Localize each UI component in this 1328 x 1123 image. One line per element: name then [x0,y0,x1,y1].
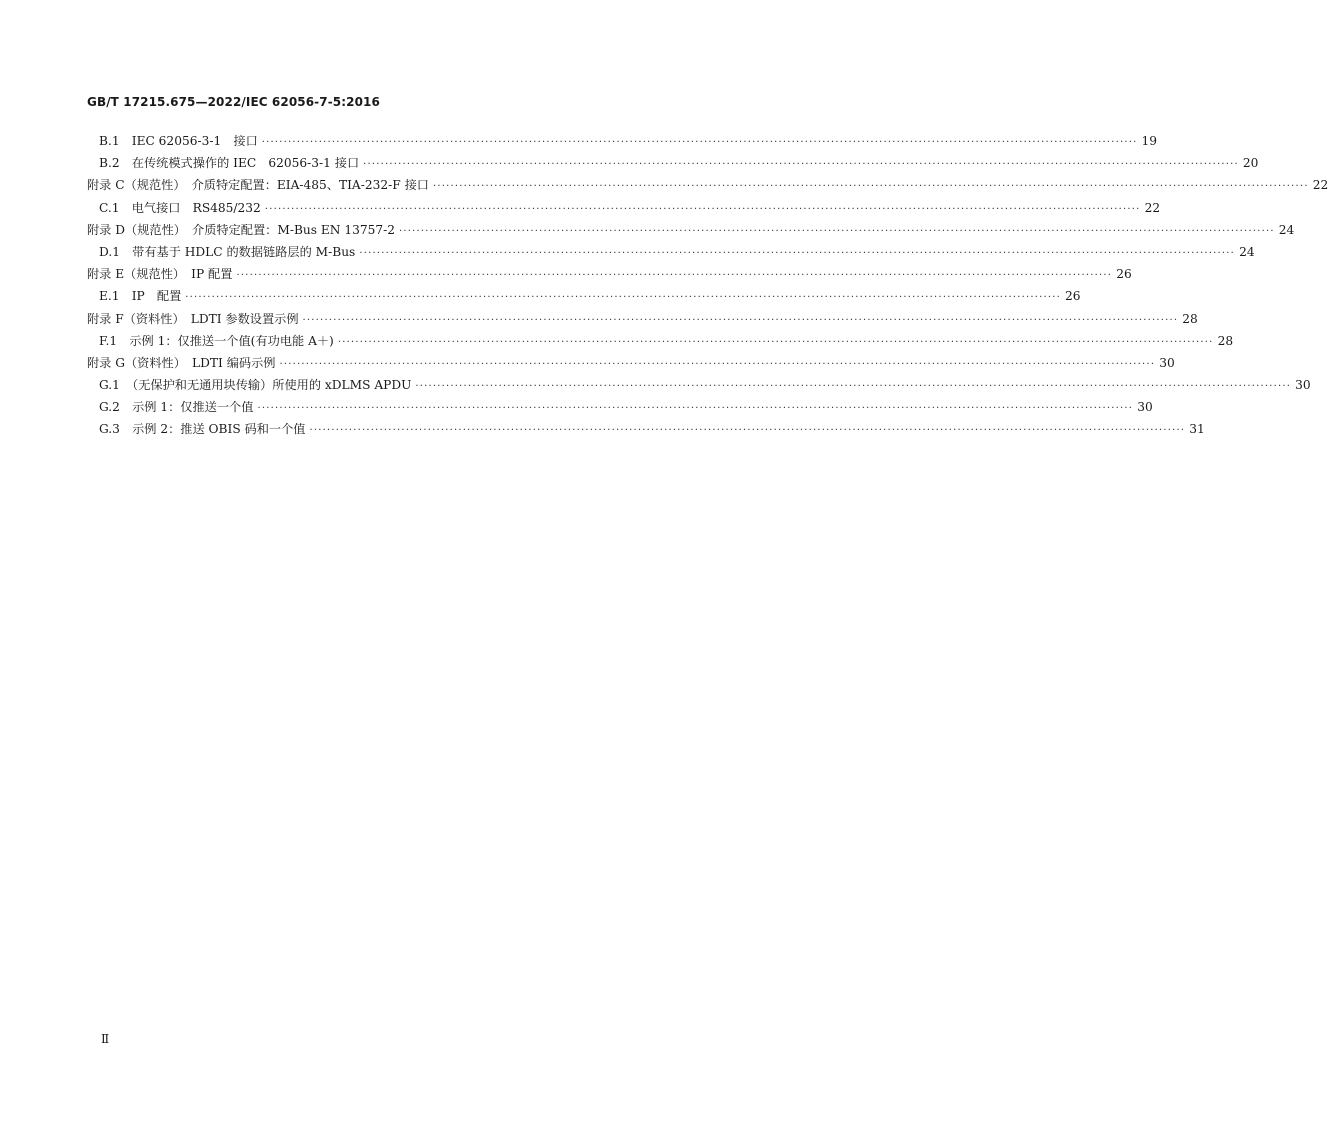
table-of-contents [87,130,1328,441]
toc-dot-leader: ········································································································································································································ [398,225,1275,237]
toc-entry-page: 22 [1144,200,1161,215]
toc-entry[interactable] [87,219,1295,241]
toc-dot-leader: ········································································································································································································ [337,336,1214,348]
toc-entry[interactable] [87,241,1255,263]
toc-dot-leader: ········································································································································································································ [359,247,1236,259]
toc-entry-page: 30 [1137,400,1153,415]
toc-entry-title: F.1 示例 1：仅推送一个值(有功电能 A＋) [99,333,334,348]
toc-entry-page: 26 [1065,289,1081,304]
toc-entry[interactable] [87,285,1081,307]
toc-entry-title: 附录 D（规范性） 介质特定配置：M-Bus EN 13757-2 [87,222,395,237]
toc-entry-page: 28 [1217,333,1234,348]
toc-entry[interactable] [87,130,1158,152]
toc-dot-leader: ········································································································································································································ [279,358,1156,370]
toc-entry-page: 24 [1278,222,1295,237]
page-number: Ⅱ [101,1032,110,1046]
toc-entry[interactable] [87,152,1259,174]
document-header: GB/T 17215.675—2022/IEC 62056-7-5:2016 [87,95,380,109]
toc-entry[interactable] [87,197,1161,219]
toc-entry[interactable] [87,374,1311,396]
toc-dot-leader: ········································································································································································································ [363,159,1239,171]
toc-entry-page: 28 [1182,311,1198,326]
toc-entry[interactable] [87,308,1198,330]
toc-dot-leader: ········································································································································································································ [432,181,1309,193]
toc-entry-page: 26 [1116,267,1132,282]
toc-entry-page: 24 [1239,244,1255,259]
toc-dot-leader: ········································································································································································································ [309,425,1186,437]
toc-entry-page: 20 [1242,156,1259,171]
toc-entry-title: B.1 IEC 62056-3-1 接口 [99,134,258,148]
toc-entry-title: G.2 示例 1：仅推送一个值 [99,400,254,415]
toc-dot-leader: ········································································································································································································ [236,270,1113,282]
toc-entry-page: 30 [1159,355,1175,370]
toc-entry-title: G.1 （无保护和无通用块传输）所使用的 xDLMS APDU [99,378,412,393]
toc-entry-page: 31 [1189,422,1205,437]
toc-entry-title: 附录 C（规范性） 介质特定配置：EIA-485、TIA-232-F 接口 [87,178,429,193]
toc-entry[interactable] [87,352,1175,374]
toc-dot-leader: ········································································································································································································ [257,403,1134,415]
toc-entry-title: 附录 F（资料性） LDTI 参数设置示例 [87,311,299,326]
toc-dot-leader: ········································································································································································································ [415,381,1292,393]
toc-entry-page: 19 [1141,134,1158,148]
toc-dot-leader: ········································································································································································································ [261,137,1138,148]
toc-entry-page: 22 [1312,178,1328,193]
toc-entry-title: 附录 G（资料性） LDTI 编码示例 [87,355,276,370]
toc-entry-title: B.2 在传统模式操作的 IEC 62056-3-1 接口 [99,156,360,171]
toc-entry-title: 附录 E（规范性） IP 配置 [87,267,233,282]
toc-entry[interactable] [87,174,1328,196]
toc-dot-leader: ········································································································································································································ [264,203,1141,215]
toc-entry[interactable] [87,330,1234,352]
toc-dot-leader: ········································································································································································································ [185,292,1062,304]
toc-entry-page: 30 [1295,378,1311,393]
toc-entry[interactable] [87,263,1132,285]
toc-entry-title: D.1 带有基于 HDLC 的数据链路层的 M-Bus [99,244,356,259]
toc-entry-title: G.3 示例 2：推送 OBIS 码和一个值 [99,422,306,437]
toc-entry[interactable] [87,396,1153,418]
toc-entry-title: E.1 IP 配置 [99,289,182,304]
toc-entry[interactable] [87,418,1205,440]
toc-entry-title: C.1 电气接口 RS485/232 [99,200,261,215]
toc-dot-leader: ········································································································································································································ [302,314,1179,326]
